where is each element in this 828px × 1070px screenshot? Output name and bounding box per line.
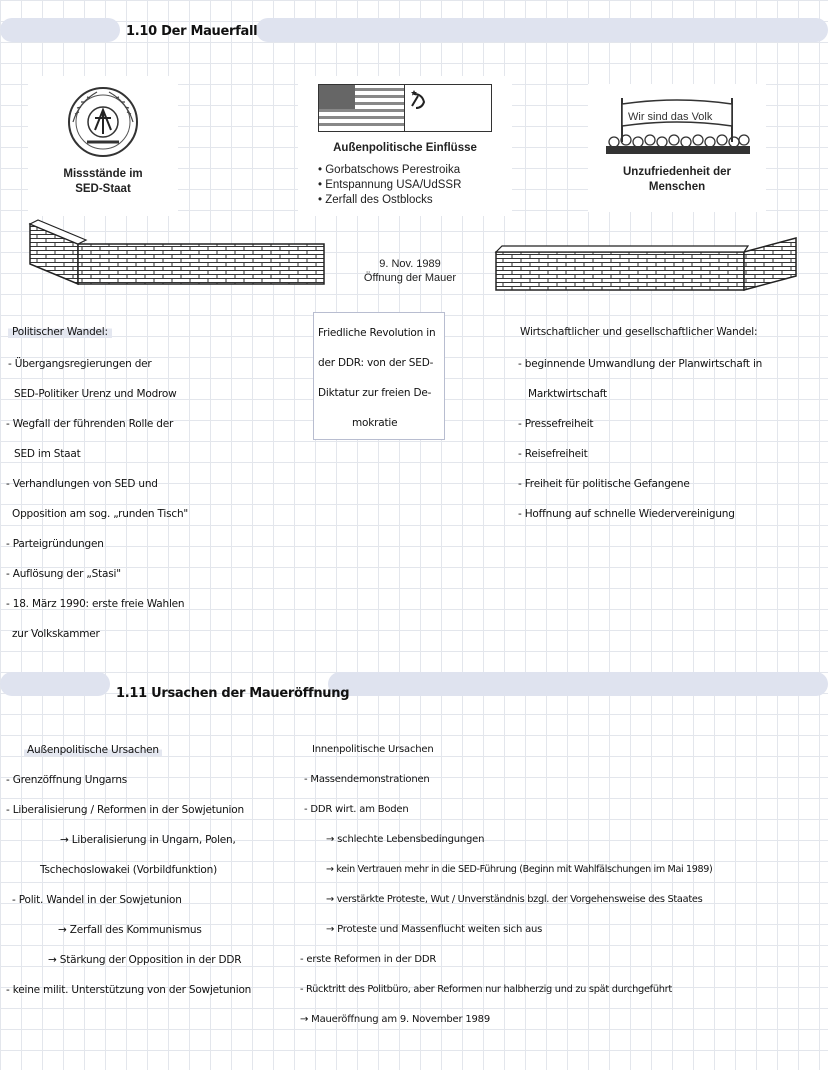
revolution-box [313, 312, 445, 440]
foreign-line: - Grenzöffnung Ungarns [6, 774, 128, 786]
title-band-right-2 [328, 672, 828, 696]
foreign-line: → Zerfall des Kommunismus [58, 924, 202, 936]
economic-line: - beginnende Umwandlung der Planwirtschaft in [518, 358, 763, 370]
foreign-heading: Außenpolitische Ursachen [24, 744, 162, 756]
section-title-mauerfall: 1.10 Der Mauerfall [126, 24, 258, 39]
domestic-line: → schlechte Lebensbedingungen [326, 834, 485, 845]
economic-line: - Reisefreiheit [518, 448, 588, 460]
revolution-line: mokratie [352, 417, 398, 429]
foreign-line: - Liberalisierung / Reformen in der Sowjetunion [6, 804, 244, 816]
political-line: - Wegfall der führenden Rolle der [6, 418, 174, 430]
wall-event: Öffnung der Mauer [363, 272, 457, 284]
domestic-line: → Maueröffnung am 9. November 1989 [300, 1014, 491, 1025]
foreign-line: - keine milit. Unterstützung von der Sowjetunion [6, 984, 252, 996]
card-left-caption-1: Missstände im [63, 168, 143, 180]
card-left-caption-2: SED-Staat [75, 183, 131, 195]
card-missstaende [28, 76, 178, 216]
political-line: - Verhandlungen von SED und [6, 478, 158, 490]
domestic-line: → Proteste und Massenflucht weiten sich aus [326, 924, 543, 935]
foreign-line: → Stärkung der Opposition in der DDR [48, 954, 242, 966]
center-item-3: • Zerfall des Ostblocks [318, 194, 433, 206]
domestic-line: - Massendemonstrationen [304, 774, 430, 785]
revolution-line: Friedliche Revolution in [318, 327, 436, 339]
center-card-heading: Außenpolitische Einflüsse [333, 142, 477, 154]
economic-line: - Hoffnung auf schnelle Wiedervereinigung [518, 508, 735, 520]
economic-heading: Wirtschaftlicher und gesellschaftlicher Wandel: [520, 326, 758, 338]
political-line: - Auflösung der „Stasi" [6, 568, 121, 580]
domestic-line: - Rücktritt des Politbüro, aber Reformen nur halbherzig und zu spät durchgeführt [300, 984, 672, 995]
title-band-left-2 [0, 672, 110, 696]
banner-text: Wir sind das Volk [628, 111, 713, 123]
flags-icon [318, 84, 492, 132]
foreign-line: Tschechoslowakei (Vorbildfunktion) [40, 864, 218, 876]
title-band-left [0, 18, 120, 42]
political-line: zur Volkskammer [12, 628, 100, 640]
wall-left-icon [28, 218, 328, 292]
foreign-line: → Liberalisierung in Ungarn, Polen, [60, 834, 236, 846]
domestic-line: → kein Vertrauen mehr in die SED-Führung (Beginn mit Wahlfälschungen im Mai 1989) [326, 864, 713, 875]
political-line: - 18. März 1990: erste freie Wahlen [6, 598, 185, 610]
political-line: - Übergangsregierungen der [8, 358, 152, 370]
domestic-line: → verstärkte Proteste, Wut / Unverständnis bzgl. der Vorgehensweise des Staates [326, 894, 703, 905]
economic-line: - Pressefreiheit [518, 418, 594, 430]
foreign-line: - Polit. Wandel in der Sowjetunion [12, 894, 182, 906]
card-right-caption-2: Menschen [648, 181, 706, 193]
economic-line: Marktwirtschaft [528, 388, 607, 400]
political-line: SED im Staat [14, 448, 81, 460]
political-line: SED-Politiker Urenz und Modrow [14, 388, 177, 400]
card-unzufriedenheit [588, 84, 766, 212]
title-band-right [256, 18, 828, 42]
center-item-2: • Entspannung USA/UdSSR [318, 179, 462, 191]
revolution-line: Diktatur zur freien De- [318, 387, 432, 399]
political-line: - Parteigründungen [6, 538, 104, 550]
domestic-line: - erste Reformen in der DDR [300, 954, 437, 965]
protest-crowd-icon [602, 90, 752, 156]
domestic-heading: Innenpolitische Ursachen [312, 744, 434, 755]
domestic-line: - DDR wirt. am Boden [304, 804, 409, 815]
center-item-1: • Gorbatschows Perestroika [318, 164, 461, 176]
card-aussenpolitik [298, 76, 512, 216]
economic-line: - Freiheit für politische Gefangene [518, 478, 690, 490]
ddr-emblem-icon [65, 84, 141, 160]
political-heading: Politischer Wandel: [8, 326, 112, 338]
wall-date: 9. Nov. 1989 [379, 258, 441, 270]
revolution-line: der DDR: von der SED- [318, 357, 434, 369]
political-line: Opposition am sog. „runden Tisch" [12, 508, 189, 520]
section-title-ursachen: 1.11 Ursachen der Maueröffnung [116, 686, 350, 701]
card-right-caption-1: Unzufriedenheit der [623, 166, 731, 178]
wall-right-icon [494, 234, 800, 294]
